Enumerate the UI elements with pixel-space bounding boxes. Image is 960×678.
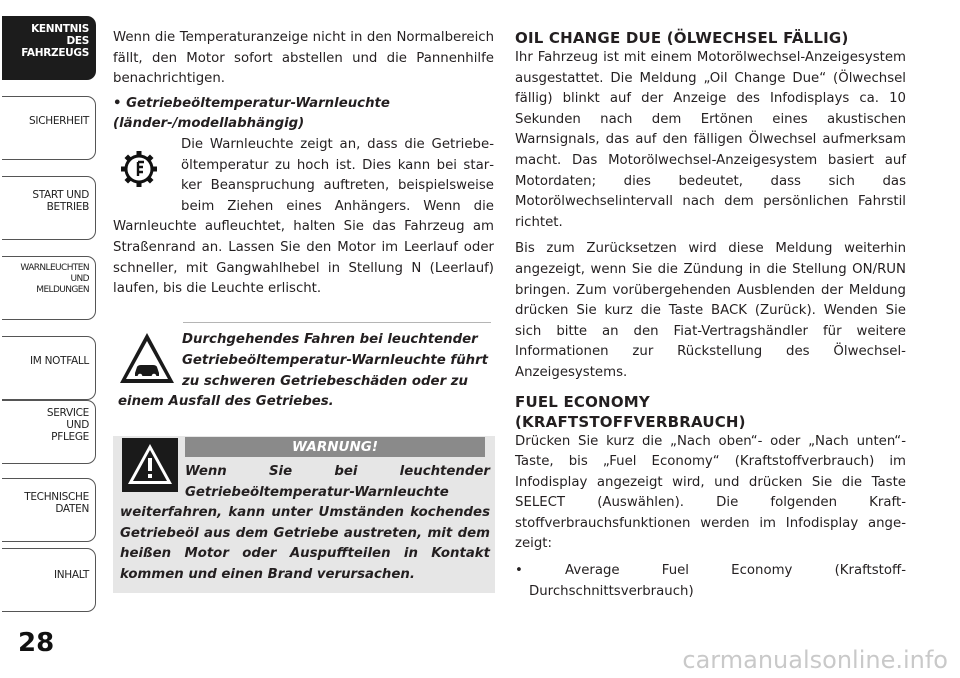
warning-text: Wenn Sie bei leuchtender Getriebeöltemperatur-Warnleuchte weiterfahren, kann unter Umständen kochendes Getriebeöl aus dem Getriebe austreten, mit dem heißen Motor oder Auspuffteilen in Kontakt kommen und einen Brand verursachen. xyxy=(120,464,490,582)
bullet-paragraph xyxy=(113,135,494,300)
tab-label-line: INHALT xyxy=(53,569,89,581)
oil-change-paragraph-2: Bis zum Zurücksetzen wird diese Meldung weiterhin angezeigt, wenn Sie die Zündung in die Stellung ON/RUN bringen. Zum vorübergehenden Ausblenden der Meldung drücken Sie kurz die Taste BACK (Zurück). Wenden Sie sich bitte an den Fiat-Vertragshändler für weitere Informationen zur Rückstellung des Ölwechsel-Anzeigesystems. xyxy=(515,241,906,380)
caution-paragraph xyxy=(118,330,493,413)
left-column xyxy=(113,28,494,300)
warning-paragraph xyxy=(120,462,490,586)
fuel-economy-heading-1: FUEL ECONOMY xyxy=(515,392,650,411)
fuel-economy-bullet: • Average Fuel Economy (Kraftstoff-Durchschnittsverbrauch) xyxy=(515,563,906,599)
tab-service-und-pflege[interactable] xyxy=(2,400,96,464)
tab-label-line: BETRIEB xyxy=(46,201,89,213)
tab-label-line: UND xyxy=(70,274,89,284)
tab-label-line: SERVICE xyxy=(46,407,89,419)
tab-label-line: SICHERHEIT xyxy=(29,115,89,127)
watermark-text: carmanualsonline.info xyxy=(682,646,948,674)
tab-warnleuchten-und-meldungen[interactable] xyxy=(2,256,96,320)
right-column xyxy=(515,28,906,602)
transmission-temperature-icon xyxy=(113,139,173,199)
intro-paragraph: Wenn die Temperaturanzeige nicht in den Normalbereich fällt, den Motor sofort abstellen und die Pannenhilfe benachrichtigen. xyxy=(113,30,494,87)
bullet-text: Die Warnleuchte zeigt an, dass die Getriebeöltemperatur zu hoch ist. Dies kann bei starker Beanspruchung auftreten, beispielsweise beim Ziehen eines Anhängers. Wenn die Warnleuchte aufleuchtet, halten Sie das Fahrzeug am Straßenrand an. Lassen Sie den Motor im Leerlauf oder schneller, mit Gangwahlhebel in Stellung N (Leerlauf) laufen, bis die Leuchte erlischt. xyxy=(113,136,494,297)
tab-technische-daten[interactable] xyxy=(2,478,96,542)
tab-label-line: TECHNISCHE xyxy=(24,491,89,503)
bullet-title: • Getriebeöltemperatur-Warnleuchte (länder-/modellabhängig) xyxy=(113,95,390,132)
tab-label-line: UND xyxy=(66,419,89,431)
fuel-economy-paragraph: Drücken Sie kurz die „Nach oben“- oder „Nach unten“-Taste, bis „Fuel Economy“ (Kraftstoffverbrauch) im Infodisplay angezeigt wird, und drücken Sie die Taste SELECT (Auswählen). Die folgenden Kraftstoffverbrauchsfunktionen werden im Infodisplay angezeigt: xyxy=(515,433,906,552)
tab-label-line: FAHRZEUGS xyxy=(21,47,89,59)
tab-label-line: WARNLEUCHTEN xyxy=(20,263,89,273)
tab-label-line: PFLEGE xyxy=(51,431,89,443)
tab-start-und-betrieb[interactable] xyxy=(2,176,96,240)
tab-label-line: START UND xyxy=(32,189,89,201)
page-number: 28 xyxy=(18,628,55,658)
fuel-economy-heading-2: (KRAFTSTOFFVERBRAUCH) xyxy=(515,412,746,431)
tab-sicherheit[interactable] xyxy=(2,96,96,160)
caution-text: Durchgehendes Fahren bei leuchtender Getriebeöltemperatur-Warnleuchte führt zu schweren Getriebeschäden oder zu einem Ausfall des Getriebes. xyxy=(118,332,489,410)
tab-label-line: DATEN xyxy=(55,503,89,515)
tab-label-line: DES xyxy=(66,35,89,47)
oil-change-heading: OIL CHANGE DUE (ÖLWECHSEL FÄLLIG) xyxy=(515,29,849,47)
warning-title: WARNUNG! xyxy=(185,437,485,457)
chapter-sidebar xyxy=(0,0,100,678)
warning-spacer xyxy=(120,462,185,500)
caution-divider xyxy=(183,322,491,323)
oil-change-paragraph-1: Ihr Fahrzeug ist mit einem Motorölwechsel-Anzeigesystem ausgestattet. Die Meldung „Oil Change Due“ (Ölwechsel fällig) blinkt auf der Anzeige des Infodisplays ca. 10 Sekunden nach dem Ertönen eines akustischen Warnsignals, das auf den fälligen Ölwechsel aufmerksam macht. Das Motorölwechsel-Anzeigesystem basiert auf Motordaten; dies bedeutet, dass sich das Motorölwechselintervall nach dem persönlichen Fahrstil richtet. xyxy=(515,50,906,230)
tab-im-notfall[interactable] xyxy=(2,336,96,400)
tab-kenntnis-des-fahrzeugs[interactable] xyxy=(2,16,96,80)
caution-spacer xyxy=(118,330,182,390)
tab-inhalt[interactable] xyxy=(2,548,96,612)
tab-label-line: KENNTNIS xyxy=(31,23,89,35)
tab-label-line: MELDUNGEN xyxy=(36,285,89,295)
tab-label-line: IM NOTFALL xyxy=(30,355,89,367)
